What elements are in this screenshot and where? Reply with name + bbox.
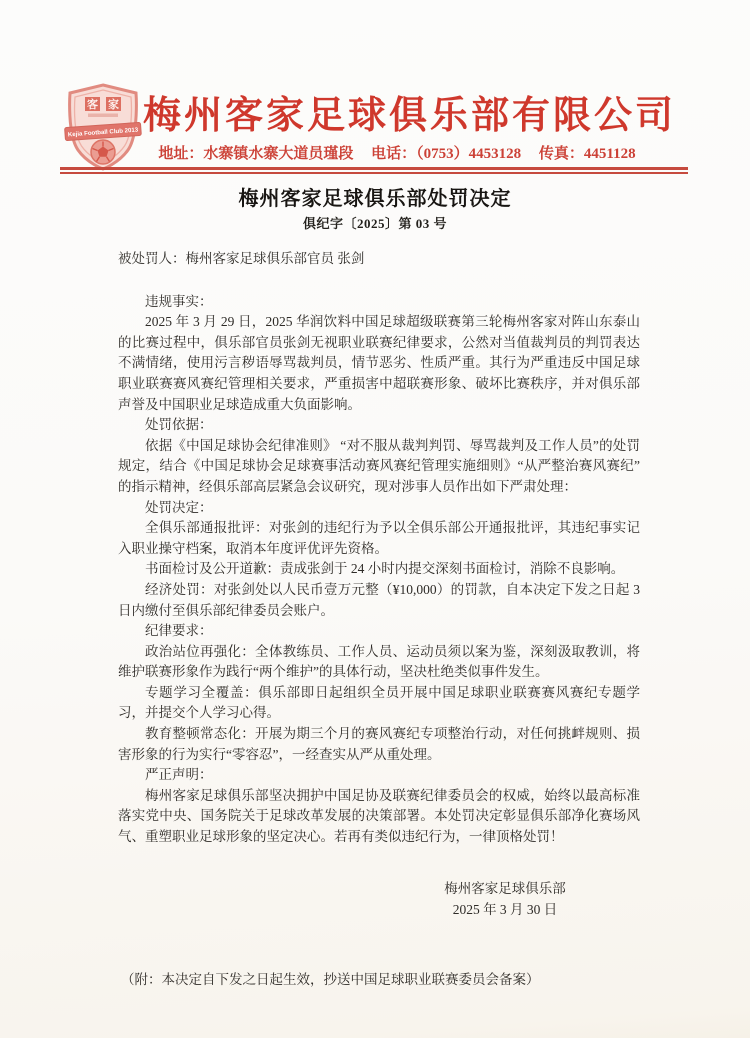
paragraph-list	[118, 292, 640, 848]
body-paragraph: 教育整顿常态化：开展为期三个月的赛风赛纪专项整治行动，对任何挑衅规则、损害形象的行为实行“零容忍”，一经查实从严从重处理。	[118, 726, 640, 762]
body-paragraph: 处罚决定：	[145, 499, 213, 515]
letterhead-address-line	[143, 144, 651, 164]
document-number: 俱纪字〔2025〕第 03 号	[302, 216, 447, 231]
body-paragraph: 处罚依据：	[145, 417, 213, 433]
document-title: 梅州客家足球俱乐部处罚决定	[238, 188, 512, 210]
body-paragraph: 梅州客家足球俱乐部坚决拥护中国足协及联赛纪律委员会的权威，始终以最高标准落实党中央、国务院关于足球改革发展的决策部署。本处罚决定彰显俱乐部净化赛场风气、重塑职业足球形象的坚定决心。若再有类似违纪行为，一律顶格处罚！	[118, 787, 640, 845]
letterhead-company-name: 梅州客家足球俱乐部有限公司	[143, 95, 677, 137]
address-label: 地址：水寨镇水寨大道员瑾段	[158, 146, 354, 162]
body-paragraph: 依据《中国足球协会纪律准则》 “对不服从裁判判罚、辱骂裁判及工作人员”的处罚规定，结合《中国足球协会足球赛事活动赛风赛纪管理实施细则》“从严整治赛风赛纪”的指示精神，经俱乐部高层紧急会议研究，现对涉事人员作出如下严肃处理：	[118, 437, 640, 494]
document-body	[118, 249, 640, 990]
signature-organization: 梅州客家足球俱乐部	[444, 880, 566, 896]
crest-left-character: 客	[87, 99, 98, 111]
body-paragraph: 严正声明：	[145, 767, 213, 783]
body-paragraph: 违规事实：	[145, 293, 213, 309]
crest-motto-strip	[88, 114, 118, 118]
crest-banner-text: Kejia Football Club 2013	[67, 126, 139, 139]
body-paragraph: 2025 年 3 月 29 日，2025 华润饮料中国足球超级联赛第三轮梅州客家对阵山东泰山的比赛过程中，俱乐部官员张剑无视职业联赛纪律要求，公然对当值裁判员的判罚表达不满情绪，使用污言秽语辱骂裁判员，情节恶劣、性质严重。其行为严重违反中国足球职业联赛赛风赛纪管理相关要求，严重损害中超联赛形象、破坏比赛秩序，并对俱乐部声誉及中国职业足球造成重大负面影响。	[118, 314, 640, 412]
body-paragraph: 经济处罚：对张剑处以人民币壹万元整（¥10,000）的罚款，自本决定下发之日起 3 日内缴付至俱乐部纪律委员会账户。	[118, 581, 640, 618]
body-paragraph: 书面检讨及公开道歉：责成张剑于 24 小时内提交深刻书面检讨，消除不良影响。	[145, 561, 625, 577]
signature-block	[375, 878, 635, 920]
club-crest-logo	[64, 82, 142, 172]
crest-right-character: 家	[108, 99, 119, 111]
body-paragraph: 政治站位再强化：全体教练员、工作人员、运动员须以案为鉴，深刻汲取教训，将维护联赛形象作为践行“两个维护”的具体行动，坚决杜绝类似事件发生。	[118, 643, 640, 680]
fax-label: 传真：4451128	[538, 146, 636, 162]
footnote-line: （附：本决定自下发之日起生效，抄送中国足球职业联赛委员会备案）	[121, 971, 540, 987]
body-paragraph: 专题学习全覆盖：俱乐部即日起组织全员开展中国足球职业联赛赛风赛纪专题学习，并提交个人学习心得。	[118, 684, 640, 721]
letterhead-double-rule	[60, 167, 688, 174]
signature-date: 2025 年 3 月 30 日	[452, 901, 558, 917]
body-paragraph: 全俱乐部通报批评：对张剑的违纪行为予以全俱乐部公开通报批评，其违纪事实记入职业操守档案，取消本年度评优评先资格。	[118, 520, 640, 556]
body-paragraph: 纪律要求：	[145, 623, 213, 639]
phone-label: 电话：（0753）4453128	[371, 146, 522, 162]
recipient-line: 被处罚人：梅州客家足球俱乐部官员 张剑	[118, 251, 365, 266]
